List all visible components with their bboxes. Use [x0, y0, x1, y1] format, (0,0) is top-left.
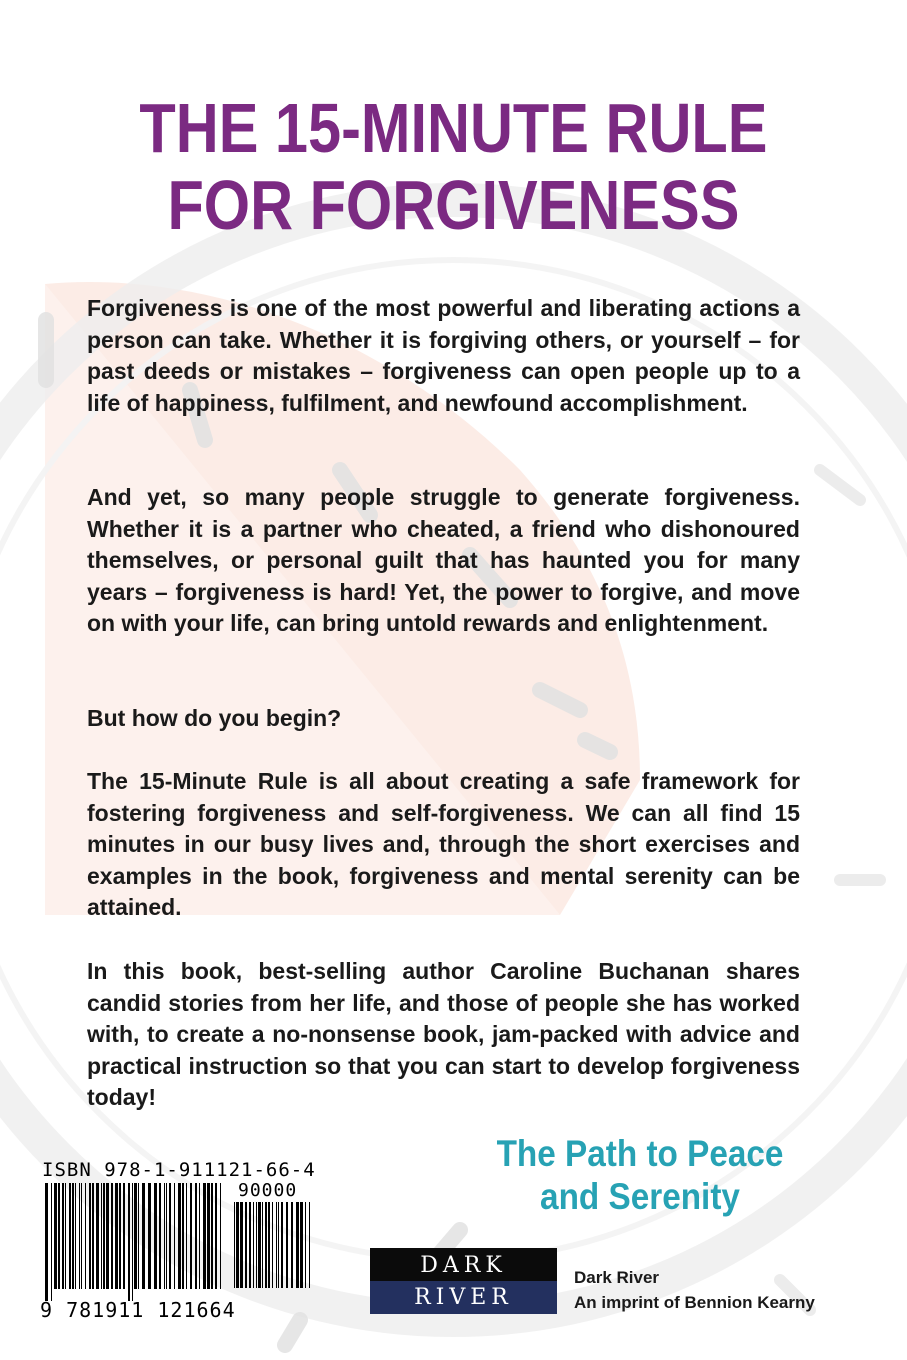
barcode-bar — [58, 1183, 60, 1289]
barcode-bar — [240, 1202, 243, 1288]
barcode-bar — [245, 1202, 247, 1288]
barcode-bar — [134, 1183, 137, 1289]
barcode-bar — [54, 1183, 57, 1289]
barcode-bar — [258, 1202, 261, 1288]
barcode-bar — [115, 1183, 118, 1289]
barcode-bar — [132, 1183, 133, 1301]
barcode-bar — [142, 1183, 145, 1289]
barcode-bar — [111, 1183, 113, 1289]
barcode-bar — [148, 1183, 151, 1289]
barcode-bar — [103, 1183, 105, 1289]
barcode-bar — [182, 1183, 184, 1289]
isbn-label: ISBN 978-1-911121-66-4 — [42, 1159, 316, 1181]
barcode-bar — [215, 1183, 217, 1289]
blurb-paragraph-5: In this book, best-selling author Caroline Buchanan shares candid stories from her life, and those of people she has worked with, to create a no-nonsense book, jam-packed with advice and practical instruction so that you can start to develop forgiveness today! — [87, 958, 800, 1110]
barcode-bar — [281, 1202, 283, 1288]
barcode-bar — [207, 1183, 210, 1289]
blurb-paragraph-2: And yet, so many people struggle to generate forgiveness. Whether it is a partner who cheated, a friend who dishonoured themselves, or personal guilt that has haunted you for many years – forgiveness is hard! Yet, the power to forgive, and move on with your life, can bring untold rewards and enlightenment. — [87, 484, 800, 636]
barcode-bar — [199, 1183, 200, 1289]
barcode-digits: 9 781911 121664 — [40, 1298, 236, 1322]
book-title-line-2: FOR FORGIVENESS — [167, 166, 740, 244]
barcode-bar — [256, 1202, 257, 1288]
barcode-bar — [154, 1183, 157, 1289]
barcode-bar — [195, 1183, 197, 1289]
barcode-bar — [174, 1183, 175, 1289]
isbn-barcode — [45, 1183, 225, 1301]
blurb-paragraph-1: Forgiveness is one of the most powerful and liberating actions a person can take. Whether it is forgiving others, or yourself – for past deeds or mistakes – forgiveness can open people up to a life of happiness, fulfilment, and newfound accomplishment. — [87, 295, 800, 416]
barcode-bar — [81, 1183, 82, 1289]
barcode-bar — [75, 1183, 76, 1289]
barcode-bar — [79, 1183, 80, 1289]
tagline-line-1: The Path to Peace — [496, 1133, 784, 1174]
book-title-line-1: THE 15-MINUTE RULE — [139, 89, 768, 167]
barcode-bar — [265, 1202, 267, 1288]
barcode-bar — [220, 1183, 221, 1289]
barcode-bar — [166, 1183, 167, 1289]
blurb-paragraph-4: The 15-Minute Rule is all about creating a safe framework for fostering forgiveness and self-forgiveness. We can all find 15 minutes in our busy lives and, through the short exercises and examples in the book, forgiveness and mental serenity can be attained. — [87, 768, 800, 920]
dark-river-logo — [370, 1248, 557, 1314]
blurb-paragraph-3: But how do you begin? — [87, 705, 342, 731]
barcode-bar — [203, 1183, 206, 1289]
barcode-bar — [45, 1183, 48, 1301]
barcode-bar — [65, 1183, 66, 1289]
barcode-bar — [234, 1202, 235, 1288]
barcode-bar — [101, 1183, 102, 1289]
barcode-bar — [89, 1183, 91, 1289]
barcode-bar — [119, 1183, 121, 1289]
barcode-bar — [253, 1202, 254, 1288]
barcode-bar — [249, 1202, 251, 1288]
barcode-bar — [62, 1183, 64, 1289]
barcode-bar — [190, 1183, 192, 1289]
barcode-bar — [69, 1183, 71, 1289]
barcode-bar — [51, 1183, 52, 1301]
price-code: 90000 — [238, 1180, 298, 1201]
barcode-bar — [305, 1202, 306, 1288]
barcode-bar — [106, 1183, 109, 1289]
barcode-bar — [128, 1183, 130, 1301]
barcode-bar — [291, 1202, 293, 1288]
barcode-bar — [211, 1183, 213, 1289]
barcode-bar — [309, 1202, 310, 1288]
logo-word-dark: DARK — [370, 1248, 557, 1281]
price-barcode — [234, 1202, 316, 1300]
barcode-bar — [164, 1183, 165, 1289]
barcode-bar — [96, 1183, 99, 1289]
barcode-bar — [300, 1202, 303, 1288]
publisher-name: Dark River — [574, 1268, 660, 1287]
barcode-bar — [272, 1202, 273, 1288]
barcode-bar — [85, 1183, 86, 1289]
publisher-imprint: An imprint of Bennion Kearny — [574, 1293, 815, 1312]
barcode-bar — [276, 1202, 277, 1288]
barcode-bar — [186, 1183, 187, 1289]
barcode-bar — [268, 1202, 270, 1288]
barcode-bar — [236, 1202, 239, 1288]
barcode-bar — [178, 1183, 181, 1289]
barcode-bar — [278, 1202, 279, 1288]
barcode-bar — [262, 1202, 263, 1288]
logo-word-river: RIVER — [370, 1281, 557, 1314]
barcode-bar — [92, 1183, 94, 1289]
barcode-bar — [72, 1183, 74, 1289]
barcode-bar — [138, 1183, 139, 1289]
barcode-bar — [123, 1183, 125, 1289]
barcode-bar — [296, 1202, 299, 1288]
barcode-bar — [159, 1183, 161, 1289]
tagline-line-2: and Serenity — [540, 1176, 740, 1217]
barcode-bar — [169, 1183, 171, 1289]
barcode-bar — [286, 1202, 288, 1288]
